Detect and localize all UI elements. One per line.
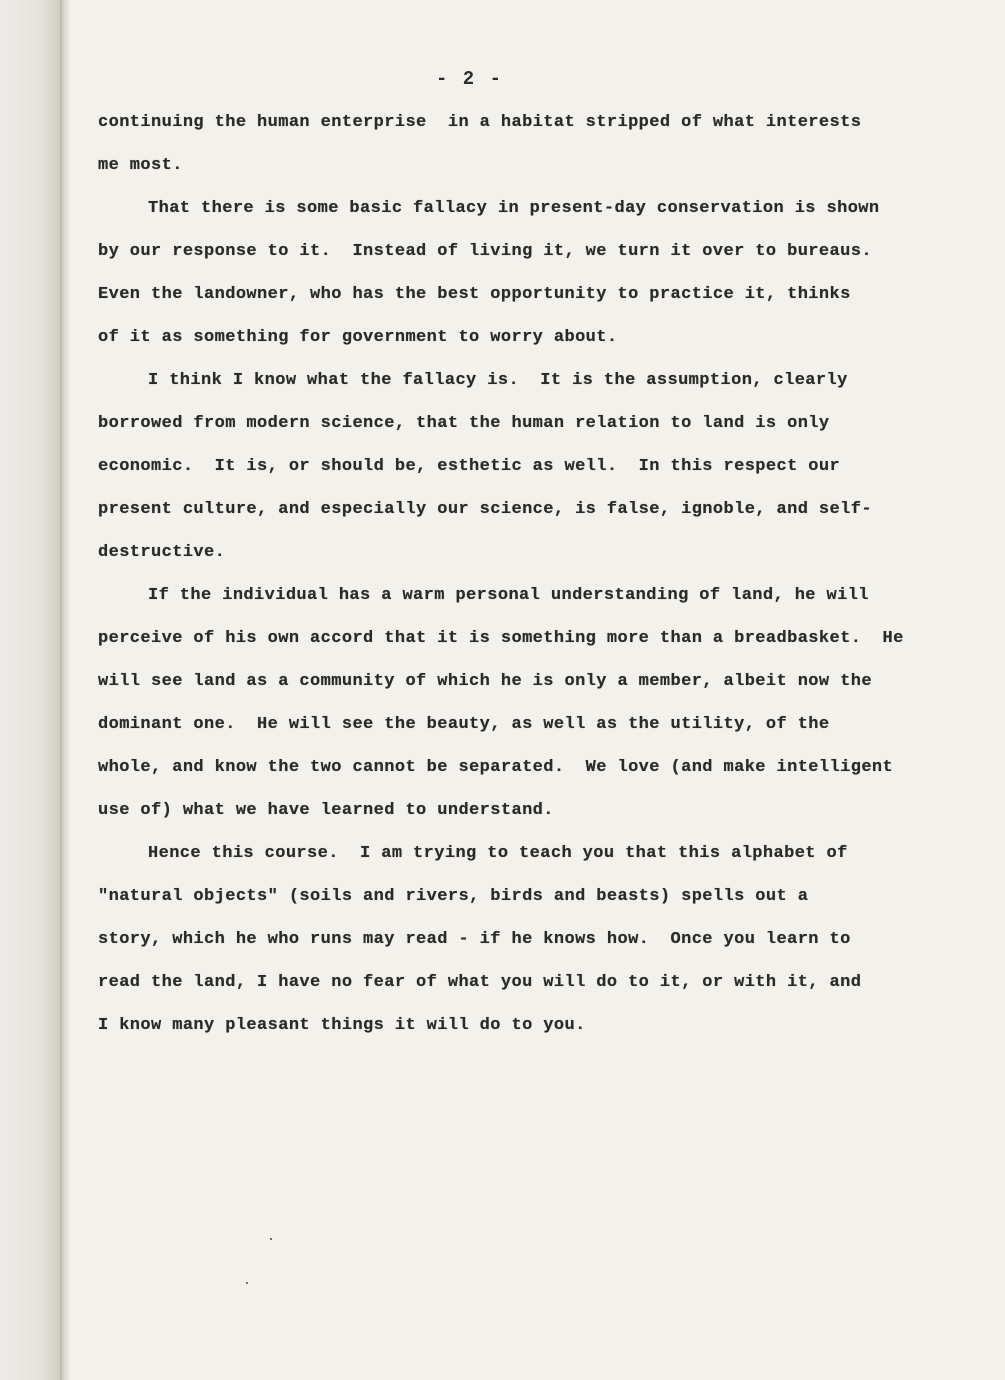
text-line: continuing the human enterprise in a habitat stripped of what interests (98, 113, 862, 132)
text-line: me most. (98, 156, 183, 175)
text-line: Hence this course. I am trying to teach you that this alphabet of (148, 844, 848, 863)
paragraph (98, 581, 968, 839)
text-line: by our response to it. Instead of living it, we turn it over to bureaus. (98, 242, 872, 261)
text-line: I think I know what the fallacy is. It is the assumption, clearly (148, 371, 848, 390)
text-line: will see land as a community of which he is only a member, albeit now the (98, 672, 872, 691)
text-line: borrowed from modern science, that the human relation to land is only (98, 414, 830, 433)
paragraph (98, 194, 968, 366)
text-line: use of) what we have learned to understand. (98, 801, 554, 820)
paper-speck (246, 1282, 248, 1284)
text-line: destructive. (98, 543, 226, 562)
text-line: dominant one. He will see the beauty, as well as the utility, of the (98, 715, 830, 734)
paragraph (98, 839, 968, 1054)
text-line: economic. It is, or should be, esthetic as well. In this respect our (98, 457, 841, 476)
text-line: "natural objects" (soils and rivers, birds and beasts) spells out a (98, 887, 809, 906)
text-line: Even the landowner, who has the best opportunity to practice it, thinks (98, 285, 851, 304)
paragraph (98, 366, 968, 581)
text-line: I know many pleasant things it will do to you. (98, 1016, 586, 1035)
page-gutter (60, 0, 70, 1380)
text-line: story, which he who runs may read - if he knows how. Once you learn to (98, 930, 851, 949)
paper-speck (270, 1238, 272, 1240)
text-line: If the individual has a warm personal understanding of land, he will (148, 586, 869, 605)
paragraph (98, 108, 968, 194)
text-line: perceive of his own accord that it is something more than a breadbasket. He (98, 629, 904, 648)
document-body (98, 108, 968, 1054)
text-line: That there is some basic fallacy in present-day conservation is shown (148, 199, 880, 218)
typed-page (70, 0, 1005, 1380)
text-line: of it as something for government to worry about. (98, 328, 618, 347)
facing-page-edge (0, 0, 60, 1380)
text-line: whole, and know the two cannot be separated. We love (and make intelligent (98, 758, 894, 777)
page-number: - 2 - (436, 68, 504, 90)
text-line: read the land, I have no fear of what you will do to it, or with it, and (98, 973, 862, 992)
text-line: present culture, and especially our science, is false, ignoble, and self- (98, 500, 872, 519)
